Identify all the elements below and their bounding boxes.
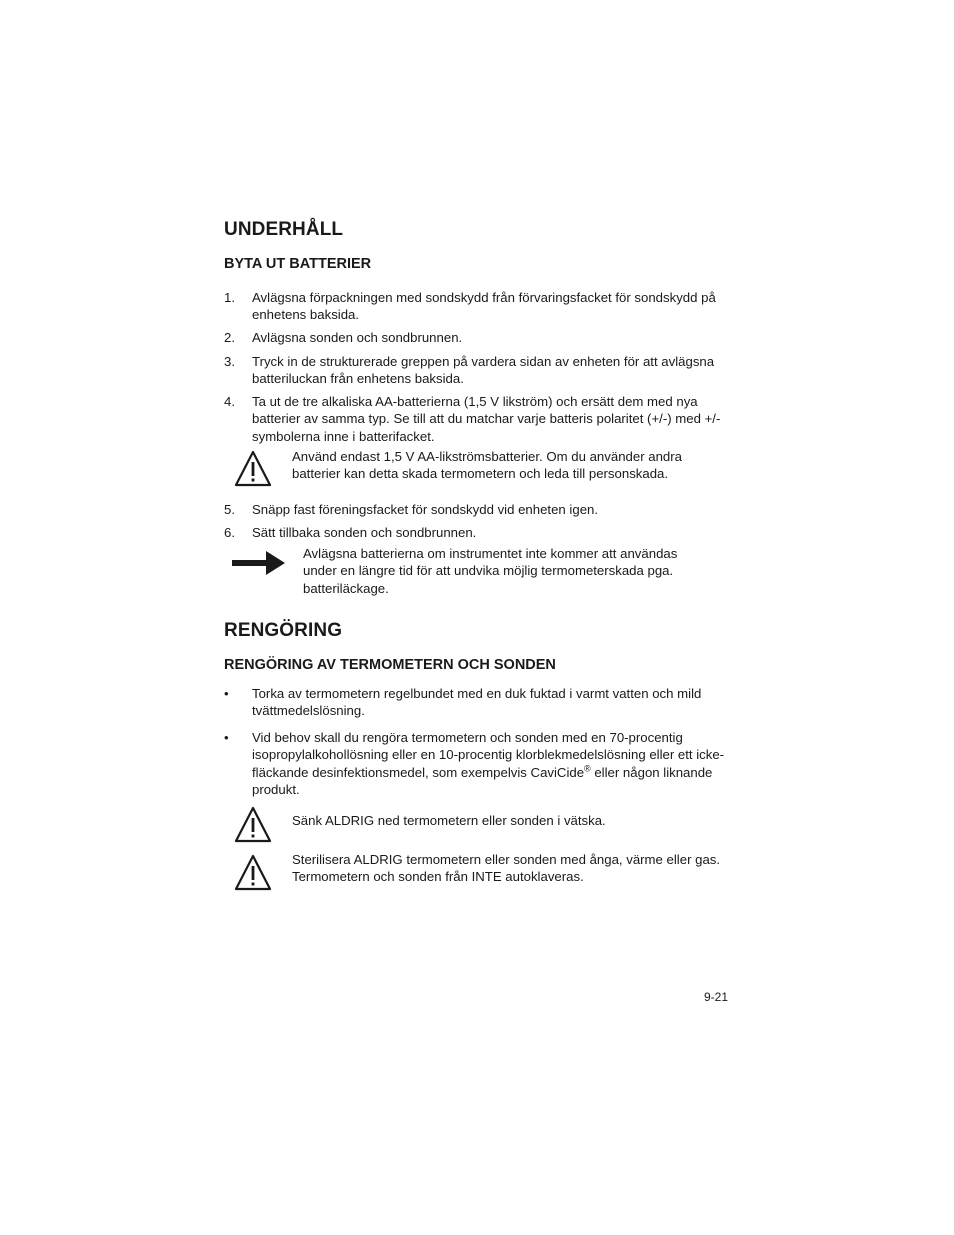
registered-mark: ® xyxy=(584,763,591,774)
page-number: 9-21 xyxy=(704,990,729,1004)
subsection-title-batteries: BYTA UT BATTERIER xyxy=(224,256,372,272)
step-text: Tryck in de strukturerade greppen på vardera sidan av enheten för att avlägsna batteriluckan från enhetens baksida. xyxy=(252,354,715,387)
section-title-cleaning: RENGÖRING xyxy=(224,620,343,641)
immersion-warning-text: Sänk ALDRIG ned termometern eller sonden i vätska. xyxy=(292,813,606,828)
step-number: 4. xyxy=(224,394,235,409)
step-number: 3. xyxy=(224,354,235,369)
step-text: Avlägsna sonden och sondbrunnen. xyxy=(252,330,463,345)
step-text: Avlägsna förpackningen med sondskydd från förvaringsfacket för sondskydd på enhetens baksida. xyxy=(252,290,716,323)
bullet-text: Torka av termometern regelbundet med en duk fuktad i varmt vatten och mild tvättmedelslösning. xyxy=(252,686,702,719)
step-text: Ta ut de tre alkaliska AA-batterierna (1,5 V likström) och ersätt dem med nya batterier av samma typ. Se till att du matchar varje batteris polaritet (+/-) med +/-symbolerna inne i batterifacket. xyxy=(252,394,721,444)
subsection-title-cleaning: RENGÖRING AV TERMOMETERN OCH SONDEN xyxy=(224,657,556,673)
step-number: 1. xyxy=(224,290,235,305)
bullet-symbol: • xyxy=(224,686,229,701)
bullet-text-main: Vid behov skall du rengöra termometern och sonden med en 70-procentig isopropylalkohollösning eller en 10-procentig klorblekmedelslösning eller ett icke-fläckande desinfektionsmedel, som exempelvis CaviCide xyxy=(252,730,725,780)
step-text: Snäpp fast föreningsfacket för sondskydd vid enheten igen. xyxy=(252,502,599,517)
bullet-text xyxy=(252,729,734,798)
step-number: 5. xyxy=(224,502,235,517)
warning-triangle-icon xyxy=(234,450,272,488)
sterilization-warning-text: Sterilisera ALDRIG termometern eller sonden med ånga, värme eller gas. Termometern och sonden från INTE autoklaveras. xyxy=(292,852,721,885)
step-number: 6. xyxy=(224,525,235,540)
step-number: 2. xyxy=(224,330,235,345)
warning-triangle-icon xyxy=(234,854,272,892)
section-title-maintenance: UNDERHÅLL xyxy=(224,219,344,240)
bullet-symbol: • xyxy=(224,730,229,745)
arrow-right-icon xyxy=(232,550,286,576)
bullet-text-end: eller någon liknande produkt. xyxy=(252,764,713,797)
warning-triangle-icon xyxy=(234,806,272,844)
step-text: Sätt tillbaka sonden och sondbrunnen. xyxy=(252,525,477,540)
battery-note-text: Avlägsna batterierna om instrumentet inte kommer att användas under en längre tid för att undvika möjlig termometerskada pga. batteriläckage. xyxy=(303,546,678,596)
battery-warning-text: Använd endast 1,5 V AA-likströmsbatterier. Om du använder andra batterier kan detta skada termometern och leda till personskada. xyxy=(292,449,682,482)
